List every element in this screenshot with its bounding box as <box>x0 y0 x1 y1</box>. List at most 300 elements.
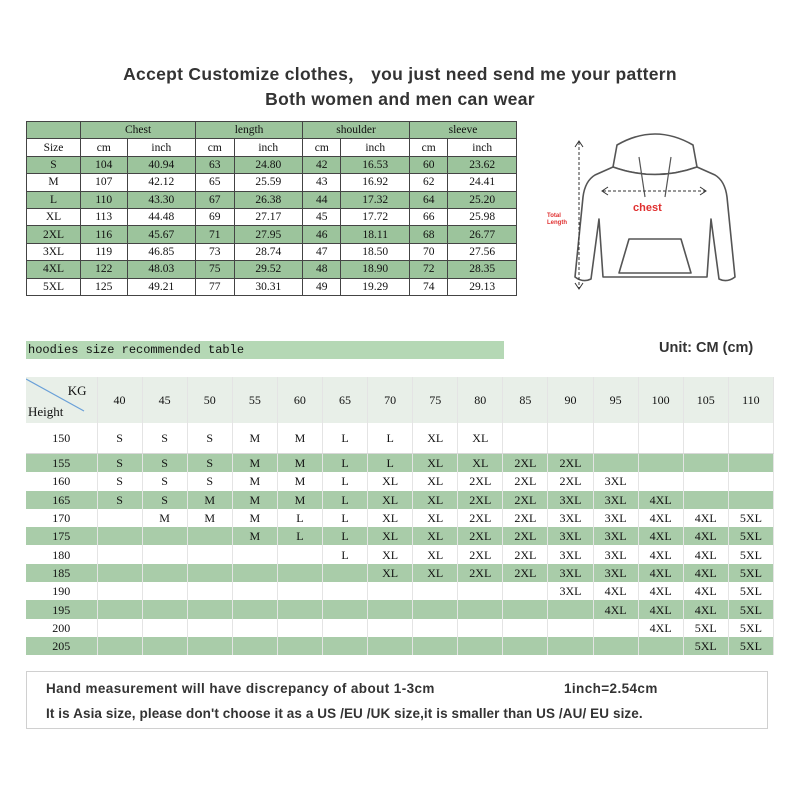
size-recommendation-cell: M <box>232 491 277 509</box>
size-recommendation-cell: 4XL <box>683 509 728 527</box>
size-recommendation-cell <box>548 423 593 454</box>
size-recommendation-cell: 3XL <box>548 564 593 582</box>
measurement-cell: 29.52 <box>234 261 303 278</box>
size-recommendation-cell: XL <box>368 472 413 490</box>
size-recommendation-cell: 5XL <box>728 600 773 618</box>
weight-header-cell: 75 <box>413 377 458 423</box>
size-recommendation-cell: L <box>322 472 367 490</box>
measurement-cell: 73 <box>196 243 234 260</box>
measurement-cell: 49 <box>303 278 341 295</box>
size-recommendation-cell: 4XL <box>683 564 728 582</box>
size-recommendation-cell <box>322 564 367 582</box>
size-recommendation-cell <box>458 619 503 637</box>
size-recommendation-cell: 3XL <box>593 527 638 545</box>
size-recommendation-cell <box>728 423 773 454</box>
size-recommendation-cell: 5XL <box>728 582 773 600</box>
weight-header-cell: 85 <box>503 377 548 423</box>
size-recommendation-cell: 4XL <box>593 582 638 600</box>
size-recommendation-cell <box>187 527 232 545</box>
size-recommendation-cell <box>142 600 187 618</box>
size-recommendation-cell <box>368 582 413 600</box>
measurement-cell: 18.11 <box>341 226 410 243</box>
size-recommendation-cell <box>368 600 413 618</box>
measurement-cell: 27.17 <box>234 208 303 225</box>
size-recommendation-cell: 4XL <box>683 527 728 545</box>
size-recommendation-cell <box>187 637 232 655</box>
subheader: Size <box>27 139 81 156</box>
measurement-cell: 27.95 <box>234 226 303 243</box>
size-recommendation-cell <box>97 509 142 527</box>
size-table-row <box>27 278 517 295</box>
measurement-cell: 25.98 <box>448 208 517 225</box>
size-recommendation-cell: 4XL <box>638 619 683 637</box>
size-recommendation-cell <box>277 545 322 563</box>
size-table-row <box>27 243 517 260</box>
size-recommendation-cell <box>593 619 638 637</box>
measurement-cell: 70 <box>410 243 448 260</box>
size-table-row <box>27 174 517 191</box>
group-header: shoulder <box>303 122 410 139</box>
height-cell: 150 <box>26 423 97 454</box>
measurement-cell: 71 <box>196 226 234 243</box>
height-row <box>26 472 774 490</box>
size-recommendation-cell: XL <box>413 454 458 473</box>
size-recommendation-cell <box>232 582 277 600</box>
size-recommendation-cell: 3XL <box>593 491 638 509</box>
size-label-cell: 2XL <box>27 226 81 243</box>
size-recommendation-cell <box>638 423 683 454</box>
size-recommendation-cell: 2XL <box>503 545 548 563</box>
measurement-cell: 107 <box>81 174 128 191</box>
size-recommendation-cell: M <box>232 527 277 545</box>
height-cell: 160 <box>26 472 97 490</box>
size-recommendation-cell: XL <box>413 472 458 490</box>
header-line-2: Both women and men can wear <box>265 89 535 109</box>
subheader: cm <box>196 139 234 156</box>
size-recommendation-cell: XL <box>413 509 458 527</box>
height-row <box>26 423 774 454</box>
size-recommendation-cell: M <box>277 472 322 490</box>
size-recommendation-cell: L <box>368 454 413 473</box>
size-recommendation-cell: 5XL <box>683 619 728 637</box>
measurement-cell: 42 <box>303 156 341 173</box>
size-recommendation-cell: XL <box>368 564 413 582</box>
size-recommendation-cell <box>142 582 187 600</box>
measurement-cell: 17.32 <box>341 191 410 208</box>
size-recommendation-cell <box>548 600 593 618</box>
size-recommendation-cell <box>97 637 142 655</box>
size-recommendation-cell <box>142 564 187 582</box>
size-recommendation-cell <box>593 637 638 655</box>
size-recommendation-cell: 2XL <box>503 527 548 545</box>
measurement-cell: 24.80 <box>234 156 303 173</box>
size-recommendation-cell: L <box>277 527 322 545</box>
size-recommendation-cell <box>548 619 593 637</box>
size-recommendation-cell: 5XL <box>728 637 773 655</box>
measurement-cell: 44.48 <box>127 208 196 225</box>
size-table-row <box>27 156 517 173</box>
size-label-cell: 5XL <box>27 278 81 295</box>
size-recommendation-cell: M <box>277 491 322 509</box>
size-recommendation-cell <box>97 527 142 545</box>
measurement-cell: 43.30 <box>127 191 196 208</box>
size-table-corner <box>27 122 81 139</box>
weight-header-cell: 110 <box>728 377 773 423</box>
height-row <box>26 600 774 618</box>
size-recommendation-cell: L <box>368 423 413 454</box>
size-recommendation-cell: M <box>232 454 277 473</box>
height-row <box>26 545 774 563</box>
weight-header-cell: 80 <box>458 377 503 423</box>
measurement-cell: 69 <box>196 208 234 225</box>
height-cell: 190 <box>26 582 97 600</box>
size-recommendation-cell <box>187 545 232 563</box>
weight-header-cell: 95 <box>593 377 638 423</box>
size-recommendation-cell: 2XL <box>548 472 593 490</box>
measurement-cell: 125 <box>81 278 128 295</box>
size-recommendation-cell <box>322 637 367 655</box>
size-recommendation-cell: M <box>232 509 277 527</box>
size-recommendation-cell: 3XL <box>548 545 593 563</box>
kg-label: KG <box>67 383 87 398</box>
size-recommendation-cell <box>638 454 683 473</box>
size-table-body <box>27 156 517 295</box>
size-recommendation-cell: 3XL <box>593 564 638 582</box>
size-recommendation-cell <box>232 545 277 563</box>
size-recommendation-cell <box>503 423 548 454</box>
measurement-cell: 60 <box>410 156 448 173</box>
size-recommendation-cell <box>187 600 232 618</box>
size-recommendation-cell: 4XL <box>683 582 728 600</box>
size-recommendation-cell: L <box>322 423 367 454</box>
size-recommendation-cell <box>458 637 503 655</box>
weight-header-row <box>26 377 774 423</box>
size-label-cell: L <box>27 191 81 208</box>
size-table-row <box>27 208 517 225</box>
size-recommendation-cell <box>413 582 458 600</box>
size-recommendation-cell: 2XL <box>503 454 548 473</box>
measurement-cell: 65 <box>196 174 234 191</box>
size-recommendation-cell <box>97 600 142 618</box>
measurement-cell: 63 <box>196 156 234 173</box>
size-recommendation-cell: 3XL <box>548 582 593 600</box>
measurement-cell: 28.74 <box>234 243 303 260</box>
size-recommendation-cell: S <box>187 423 232 454</box>
height-row <box>26 582 774 600</box>
height-cell: 165 <box>26 491 97 509</box>
measurement-cell: 74 <box>410 278 448 295</box>
weight-header-cell: 40 <box>97 377 142 423</box>
measurement-cell: 25.59 <box>234 174 303 191</box>
weight-header-cell: 100 <box>638 377 683 423</box>
size-recommendation-cell <box>638 472 683 490</box>
inch-conversion-note: 1inch=2.54cm <box>564 681 658 696</box>
size-chart-table <box>26 121 517 296</box>
size-recommendation-cell <box>322 600 367 618</box>
height-label: Height <box>28 404 64 419</box>
header-line-1: Accept Customize clothes， you just need send me your pattern <box>123 64 677 84</box>
measurement-cell: 48 <box>303 261 341 278</box>
size-recommendation-cell <box>458 600 503 618</box>
size-recommendation-cell: XL <box>413 564 458 582</box>
size-recommendation-cell: 5XL <box>728 545 773 563</box>
size-recommendation-cell <box>503 619 548 637</box>
size-recommendation-cell: XL <box>413 545 458 563</box>
group-header: sleeve <box>410 122 517 139</box>
size-recommendation-cell: M <box>232 472 277 490</box>
size-recommendation-cell: L <box>322 527 367 545</box>
hoodie-diagram <box>545 127 765 297</box>
size-recommendation-cell: 3XL <box>548 527 593 545</box>
height-cell: 205 <box>26 637 97 655</box>
weight-header-cell: 55 <box>232 377 277 423</box>
measurement-cell: 27.56 <box>448 243 517 260</box>
size-recommendation-cell <box>97 545 142 563</box>
size-recommendation-cell <box>503 637 548 655</box>
size-recommendation-cell <box>187 619 232 637</box>
size-recommendation-cell <box>683 423 728 454</box>
measurement-cell: 122 <box>81 261 128 278</box>
kg-height-corner <box>26 377 97 423</box>
weight-header-cell: 90 <box>548 377 593 423</box>
total-length-label-2: Length <box>547 220 567 226</box>
size-table-row <box>27 226 517 243</box>
size-label-cell: 4XL <box>27 261 81 278</box>
size-recommendation-cell: XL <box>368 545 413 563</box>
size-recommendation-cell <box>232 600 277 618</box>
size-recommendation-cell: S <box>187 472 232 490</box>
size-recommendation-cell: 2XL <box>458 527 503 545</box>
size-recommendation-cell: 3XL <box>593 509 638 527</box>
subheader: inch <box>234 139 303 156</box>
size-recommendation-cell <box>503 600 548 618</box>
size-recommendation-cell: XL <box>458 454 503 473</box>
measurement-cell: 68 <box>410 226 448 243</box>
size-recommendation-cell <box>638 637 683 655</box>
height-cell: 195 <box>26 600 97 618</box>
measurement-cell: 26.77 <box>448 226 517 243</box>
asia-size-note: It is Asia size, please don't choose it as a US /EU /UK size,it is smaller than US /AU/ EU size. <box>46 706 643 721</box>
size-recommendation-cell <box>277 637 322 655</box>
size-label-cell: M <box>27 174 81 191</box>
size-recommendation-cell: 5XL <box>728 527 773 545</box>
size-recommendation-cell: 4XL <box>638 527 683 545</box>
size-recommendation-cell <box>277 582 322 600</box>
size-recommendation-cell: XL <box>368 509 413 527</box>
size-recommendation-cell <box>232 564 277 582</box>
measurement-cell: 26.38 <box>234 191 303 208</box>
size-recommendation-cell: L <box>322 454 367 473</box>
subheader: cm <box>303 139 341 156</box>
size-recommendation-cell <box>142 545 187 563</box>
measurement-cell: 72 <box>410 261 448 278</box>
size-table-group-row <box>27 122 517 139</box>
size-recommendation-cell <box>503 582 548 600</box>
measurement-cell: 75 <box>196 261 234 278</box>
size-recommendation-cell <box>232 637 277 655</box>
size-recommendation-cell <box>728 454 773 473</box>
height-cell: 170 <box>26 509 97 527</box>
size-recommendation-cell <box>277 564 322 582</box>
measurement-cell: 48.03 <box>127 261 196 278</box>
recommend-table-title: hoodies size recommended table <box>26 341 504 359</box>
size-recommendation-cell: XL <box>413 527 458 545</box>
height-cell: 200 <box>26 619 97 637</box>
weight-header-cell: 45 <box>142 377 187 423</box>
measurement-cell: 67 <box>196 191 234 208</box>
size-recommendation-cell: 2XL <box>458 545 503 563</box>
height-row <box>26 491 774 509</box>
height-cell: 180 <box>26 545 97 563</box>
measurement-cell: 110 <box>81 191 128 208</box>
size-recommendation-cell: S <box>142 491 187 509</box>
measurement-cell: 40.94 <box>127 156 196 173</box>
size-recommendation-cell: 3XL <box>548 509 593 527</box>
size-recommendation-cell: L <box>322 491 367 509</box>
size-recommendation-cell: 4XL <box>638 582 683 600</box>
size-recommendation-cell: L <box>277 509 322 527</box>
size-recommendation-cell: S <box>97 472 142 490</box>
subheader: cm <box>410 139 448 156</box>
chest-label: chest <box>633 202 662 214</box>
size-recommendation-cell: 4XL <box>638 564 683 582</box>
size-recommendation-cell: 5XL <box>728 619 773 637</box>
size-recommendation-cell: 2XL <box>503 491 548 509</box>
measurement-cell: 66 <box>410 208 448 225</box>
size-recommendation-cell: XL <box>458 423 503 454</box>
size-recommendation-cell: 2XL <box>458 472 503 490</box>
size-recommendation-cell <box>187 582 232 600</box>
recommend-table-body <box>26 377 774 655</box>
measurement-cell: 18.50 <box>341 243 410 260</box>
measurement-cell: 42.12 <box>127 174 196 191</box>
weight-header-cell: 50 <box>187 377 232 423</box>
height-cell: 175 <box>26 527 97 545</box>
measurement-cell: 46.85 <box>127 243 196 260</box>
group-header: length <box>196 122 303 139</box>
size-recommendation-cell: 2XL <box>458 491 503 509</box>
measurement-cell: 119 <box>81 243 128 260</box>
height-row <box>26 509 774 527</box>
size-recommendation-cell: M <box>142 509 187 527</box>
measurement-cell: 18.90 <box>341 261 410 278</box>
size-recommendation-cell: 5XL <box>728 509 773 527</box>
weight-header-cell: 60 <box>277 377 322 423</box>
measurement-cell: 30.31 <box>234 278 303 295</box>
size-recommendation-cell <box>277 600 322 618</box>
measurement-cell: 77 <box>196 278 234 295</box>
size-recommendation-cell: S <box>97 423 142 454</box>
size-recommendation-cell: L <box>322 545 367 563</box>
height-cell: 185 <box>26 564 97 582</box>
page-header <box>0 62 800 112</box>
measurement-cell: 104 <box>81 156 128 173</box>
size-recommendation-cell: 2XL <box>503 472 548 490</box>
subheader: cm <box>81 139 128 156</box>
size-recommendation-cell: M <box>277 454 322 473</box>
size-recommendation-cell <box>322 582 367 600</box>
measurement-note: Hand measurement will have discrepancy of about 1-3cm <box>46 681 435 696</box>
measurement-cell: 19.29 <box>341 278 410 295</box>
size-recommendation-cell: 2XL <box>458 509 503 527</box>
weight-header-cell: 65 <box>322 377 367 423</box>
size-recommendation-cell: 2XL <box>503 509 548 527</box>
measurement-cell: 116 <box>81 226 128 243</box>
size-recommendation-cell: 3XL <box>593 472 638 490</box>
size-recommendation-cell <box>728 491 773 509</box>
size-recommendation-cell: S <box>97 491 142 509</box>
size-recommendation-cell <box>97 564 142 582</box>
measurement-cell: 16.92 <box>341 174 410 191</box>
size-recommendation-cell <box>142 527 187 545</box>
size-recommendation-cell: S <box>142 423 187 454</box>
height-row <box>26 619 774 637</box>
size-recommendation-cell: M <box>187 509 232 527</box>
group-header: Chest <box>81 122 196 139</box>
size-recommendation-cell <box>277 619 322 637</box>
size-recommendation-cell: M <box>277 423 322 454</box>
size-recommendation-cell <box>683 454 728 473</box>
size-recommendation-cell: XL <box>413 423 458 454</box>
size-recommendation-cell: S <box>142 454 187 473</box>
size-recommendation-cell <box>232 619 277 637</box>
size-recommendation-cell <box>413 619 458 637</box>
size-recommendation-cell: 5XL <box>683 637 728 655</box>
size-recommendation-cell <box>97 582 142 600</box>
measurement-cell: 23.62 <box>448 156 517 173</box>
size-recommendation-cell <box>97 619 142 637</box>
size-recommendation-cell: S <box>142 472 187 490</box>
height-cell: 155 <box>26 454 97 473</box>
size-recommendation-cell: L <box>322 509 367 527</box>
size-recommendation-cell: 2XL <box>548 454 593 473</box>
size-label-cell: XL <box>27 208 81 225</box>
measurement-cell: 25.20 <box>448 191 517 208</box>
size-recommendation-cell <box>368 637 413 655</box>
unit-label: Unit: CM (cm) <box>659 340 754 356</box>
size-recommendation-cell <box>142 637 187 655</box>
weight-header-cell: 105 <box>683 377 728 423</box>
size-recommendation-cell: 3XL <box>548 491 593 509</box>
size-recommendation-cell: XL <box>413 491 458 509</box>
measurement-cell: 24.41 <box>448 174 517 191</box>
measurement-cell: 28.35 <box>448 261 517 278</box>
height-row <box>26 637 774 655</box>
size-recommendation-cell <box>593 454 638 473</box>
size-recommendation-cell: XL <box>368 491 413 509</box>
measurement-cell: 113 <box>81 208 128 225</box>
size-recommendation-cell <box>593 423 638 454</box>
measurement-cell: 49.21 <box>127 278 196 295</box>
measurement-cell: 29.13 <box>448 278 517 295</box>
subheader: inch <box>341 139 410 156</box>
subheader: inch <box>127 139 196 156</box>
measurement-cell: 44 <box>303 191 341 208</box>
size-recommendation-cell: 4XL <box>683 545 728 563</box>
size-recommendation-cell <box>458 582 503 600</box>
size-recommendation-cell <box>187 564 232 582</box>
size-recommendation-cell: 4XL <box>638 545 683 563</box>
size-recommendation-cell: 3XL <box>593 545 638 563</box>
size-recommendation-cell: 2XL <box>458 564 503 582</box>
size-recommendation-cell: 4XL <box>638 491 683 509</box>
size-recommendation-cell <box>683 491 728 509</box>
footer-note-box <box>26 671 768 729</box>
measurement-cell: 43 <box>303 174 341 191</box>
height-row <box>26 454 774 473</box>
size-table-row <box>27 191 517 208</box>
size-recommendation-cell: 2XL <box>503 564 548 582</box>
